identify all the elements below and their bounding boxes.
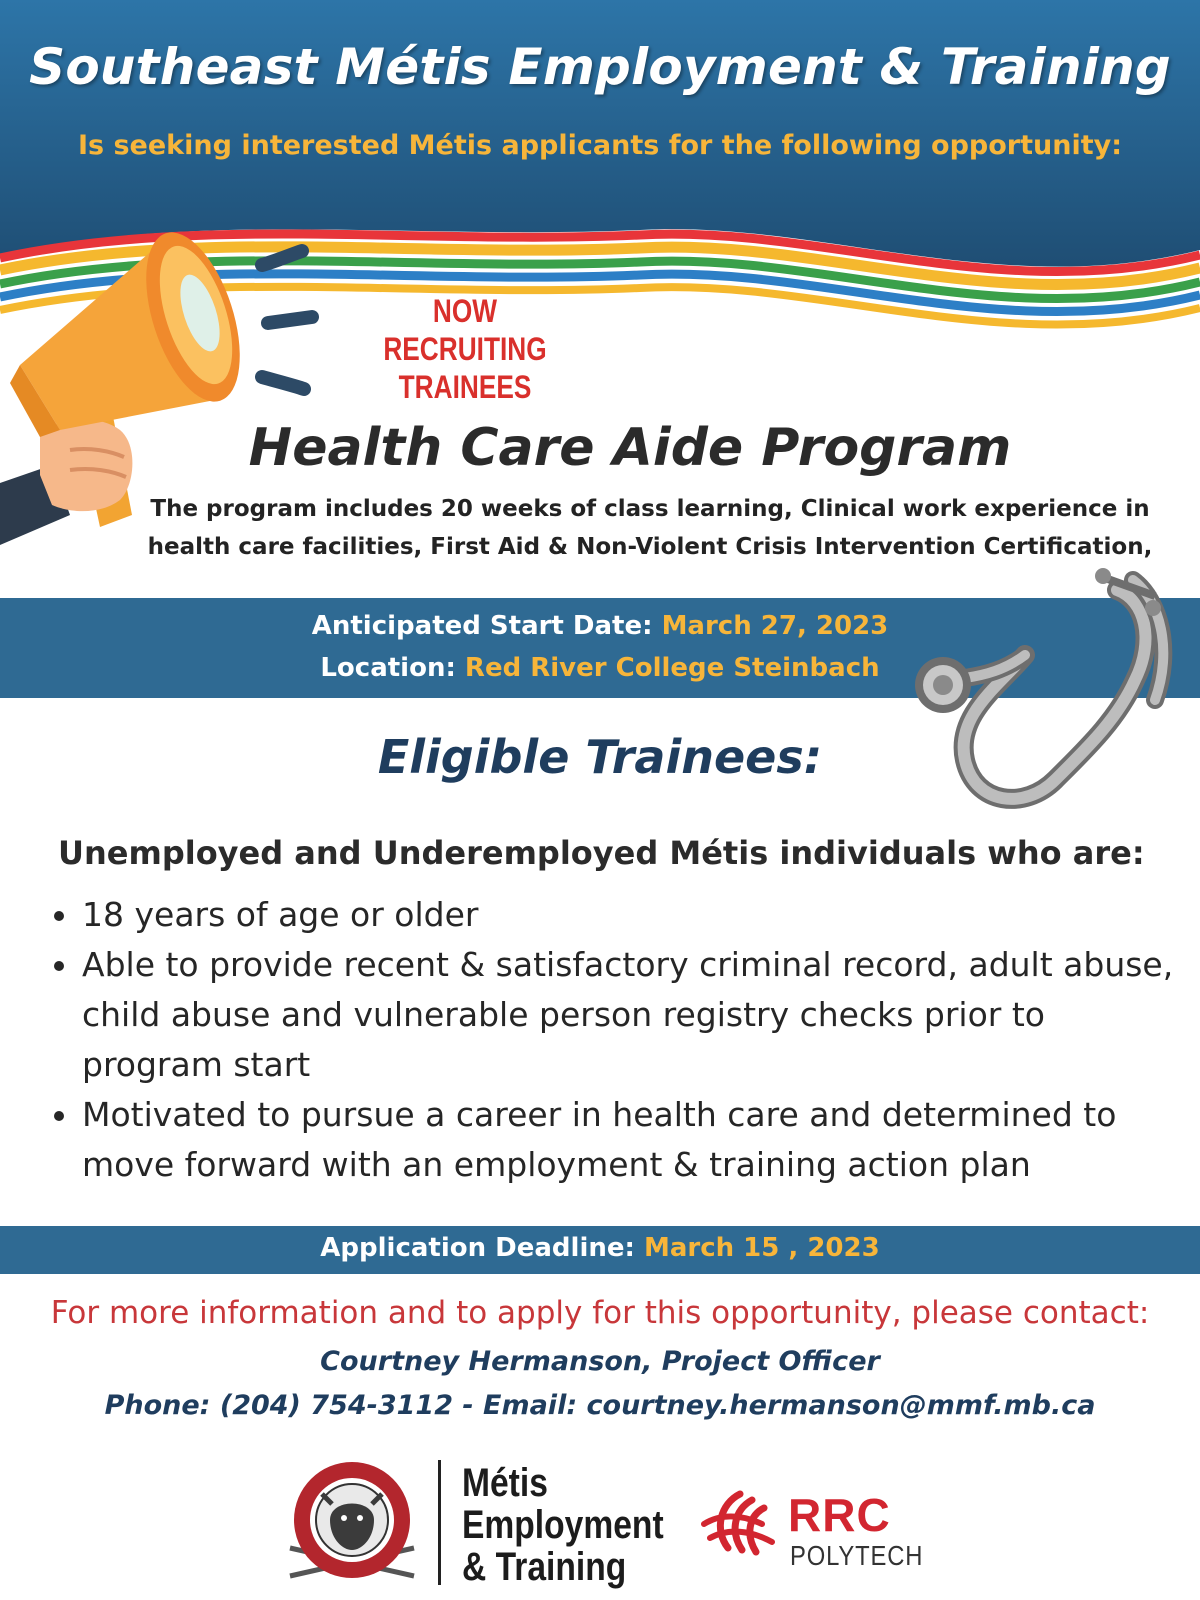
rrc-polytech-logo-icon bbox=[700, 1484, 784, 1568]
met-logo-line-1: Métis bbox=[462, 1461, 548, 1505]
deadline-line bbox=[0, 1233, 1200, 1263]
logo-divider bbox=[438, 1460, 441, 1585]
list-item-text: Motivated to pursue a career in health care and determined to move forward with an employment & training action plan bbox=[82, 1095, 1117, 1184]
list-item-text: Able to provide recent & satisfactory criminal record, adult abuse, child abuse and vulnerable person registry checks prior to program start bbox=[82, 945, 1174, 1084]
eligibility-list bbox=[40, 890, 1180, 1190]
recruiting-badge bbox=[354, 292, 575, 406]
bullet-icon bbox=[54, 961, 64, 971]
start-date-label: Anticipated Start Date: bbox=[311, 611, 662, 641]
recruiting-line-2: TRAINEES bbox=[398, 369, 532, 405]
eligibility-intro: Unemployed and Underemployed Métis individuals who are: bbox=[58, 834, 1145, 872]
deadline-band bbox=[0, 1226, 1200, 1274]
met-logo-text bbox=[462, 1461, 664, 1589]
deadline-label: Application Deadline: bbox=[320, 1233, 644, 1263]
rrc-logo-text: RRC bbox=[788, 1489, 891, 1541]
page-title: Southeast Métis Employment & Training bbox=[29, 38, 1171, 96]
stethoscope-icon bbox=[905, 560, 1200, 840]
rrc-logo-subtext: POLYTECH bbox=[790, 1540, 924, 1571]
eligible-trainees-heading: Eligible Trainees: bbox=[377, 730, 823, 784]
recruiting-line-1: NOW RECRUITING bbox=[383, 293, 547, 367]
program-title: Health Care Aide Program bbox=[248, 418, 1012, 478]
deadline-value: March 15 , 2023 bbox=[643, 1233, 880, 1263]
list-item bbox=[40, 890, 1180, 940]
list-item bbox=[40, 1090, 1180, 1190]
contact-name: Courtney Hermanson, Project Officer bbox=[320, 1346, 880, 1377]
mmf-seal-logo bbox=[282, 1458, 422, 1590]
list-item-text: 18 years of age or older bbox=[82, 895, 479, 934]
met-logo-line-3: & Training bbox=[462, 1545, 627, 1589]
bullet-icon bbox=[54, 1111, 64, 1121]
contact-phone-email: Phone: (204) 754-3112 - Email: courtney.hermanson@mmf.mb.ca bbox=[104, 1390, 1096, 1421]
start-date-value: March 27, 2023 bbox=[661, 611, 889, 641]
location-value: Red River College Steinbach bbox=[464, 653, 880, 683]
met-logo-line-2: Employment bbox=[462, 1503, 664, 1547]
page-subtitle: Is seeking interested Métis applicants for the following opportunity: bbox=[77, 130, 1123, 161]
bullet-icon bbox=[54, 911, 64, 921]
location-label: Location: bbox=[320, 653, 465, 683]
list-item bbox=[40, 940, 1180, 1090]
program-description: The program includes 20 weeks of class learning, Clinical work experience in health care facilities, First Aid & Non-Violent Crisis Intervention Certification, bbox=[147, 496, 1153, 560]
contact-intro: For more information and to apply for this opportunity, please contact: bbox=[50, 1295, 1150, 1331]
